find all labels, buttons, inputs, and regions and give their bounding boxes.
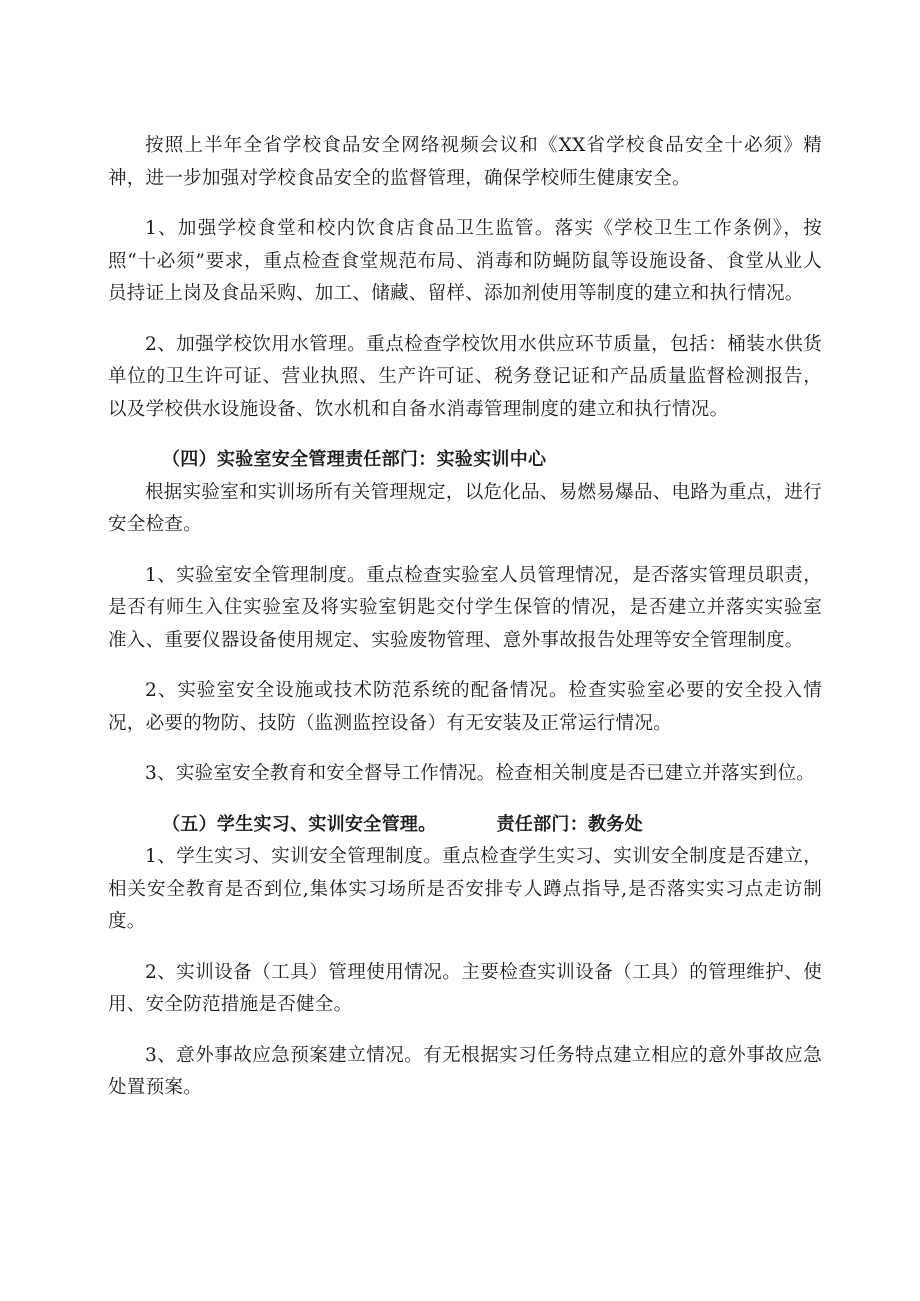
document-page: [108, 130, 822, 1105]
section-heading-internship-title: （五）学生实习、实训安全管理。: [162, 813, 437, 835]
paragraph-lab-inspection: 根据实验室和实训场所有关管理规定，以危化品、易燃易爆品、电路为重点，进行安全检查。: [108, 481, 822, 535]
paragraph-lab-management-system: 1、实验室安全管理制度。重点检查实验室人员管理情况，是否落实管理员职责，是否有师生入住实验室及将实验室钥匙交付学生保管的情况，是否建立并落实实验室准入、重要仪器设备使用规定、实验废物管理、意外事故报告处理等安全管理制度。: [108, 564, 822, 651]
paragraph-drinking-water: 2、加强学校饮用水管理。重点检查学校饮用水供应环节质量，包括：桶装水供货单位的卫生许可证、营业执照、生产许可证、税务登记证和产品质量监督检测报告，以及学校供水设施设备、饮水机和自备水消毒管理制度的建立和执行情况。: [108, 333, 822, 420]
paragraph-canteen-supervision: 1、加强学校食堂和校内饮食店食品卫生监管。落实《学校卫生工作条例》，按照“十必须”要求，重点检查食堂规范布局、消毒和防蝇防鼠等设施设备、食堂从业人员持证上岗及食品采购、加工、储藏、留样、添加剂使用等制度的建立和执行情况。: [108, 218, 822, 304]
paragraph-lab-safety-facilities: 2、实验室安全设施或技术防范系统的配备情况。检查实验室必要的安全投入情况，必要的物防、技防（监测监控设备）有无安装及正常运行情况。: [108, 680, 822, 734]
section-heading-internship-department: 责任部门：教务处: [496, 813, 643, 835]
paragraph-emergency-plan: 3、意外事故应急预案建立情况。有无根据实习任务特点建立相应的意外事故应急处置预案。: [108, 1044, 822, 1098]
paragraph-lab-safety-education: 3、实验室安全教育和安全督导工作情况。检查相关制度是否已建立并落实到位。: [145, 763, 816, 784]
section-heading-internship-safety: [108, 809, 822, 842]
section-heading-lab-safety: （四）实验室安全管理责任部门：实验实训中心: [162, 449, 547, 470]
paragraph-internship-management-system: 1、学生实习、实训安全管理制度。重点检查学生实习、实训安全制度是否建立，相关安全教育是否到位,集体实习场所是否安排专人蹲点指导,是否落实实习点走访制度。: [108, 846, 822, 932]
paragraph-intro: 按照上半年全省学校食品安全网络视频会议和《XX省学校食品安全十必须》精神，进一步加强对学校食品安全的监督管理，确保学校师生健康安全。: [108, 135, 822, 189]
paragraph-training-equipment: 2、实训设备（工具）管理使用情况。主要检查实训设备（工具）的管理维护、使用、安全防范措施是否健全。: [108, 961, 822, 1015]
